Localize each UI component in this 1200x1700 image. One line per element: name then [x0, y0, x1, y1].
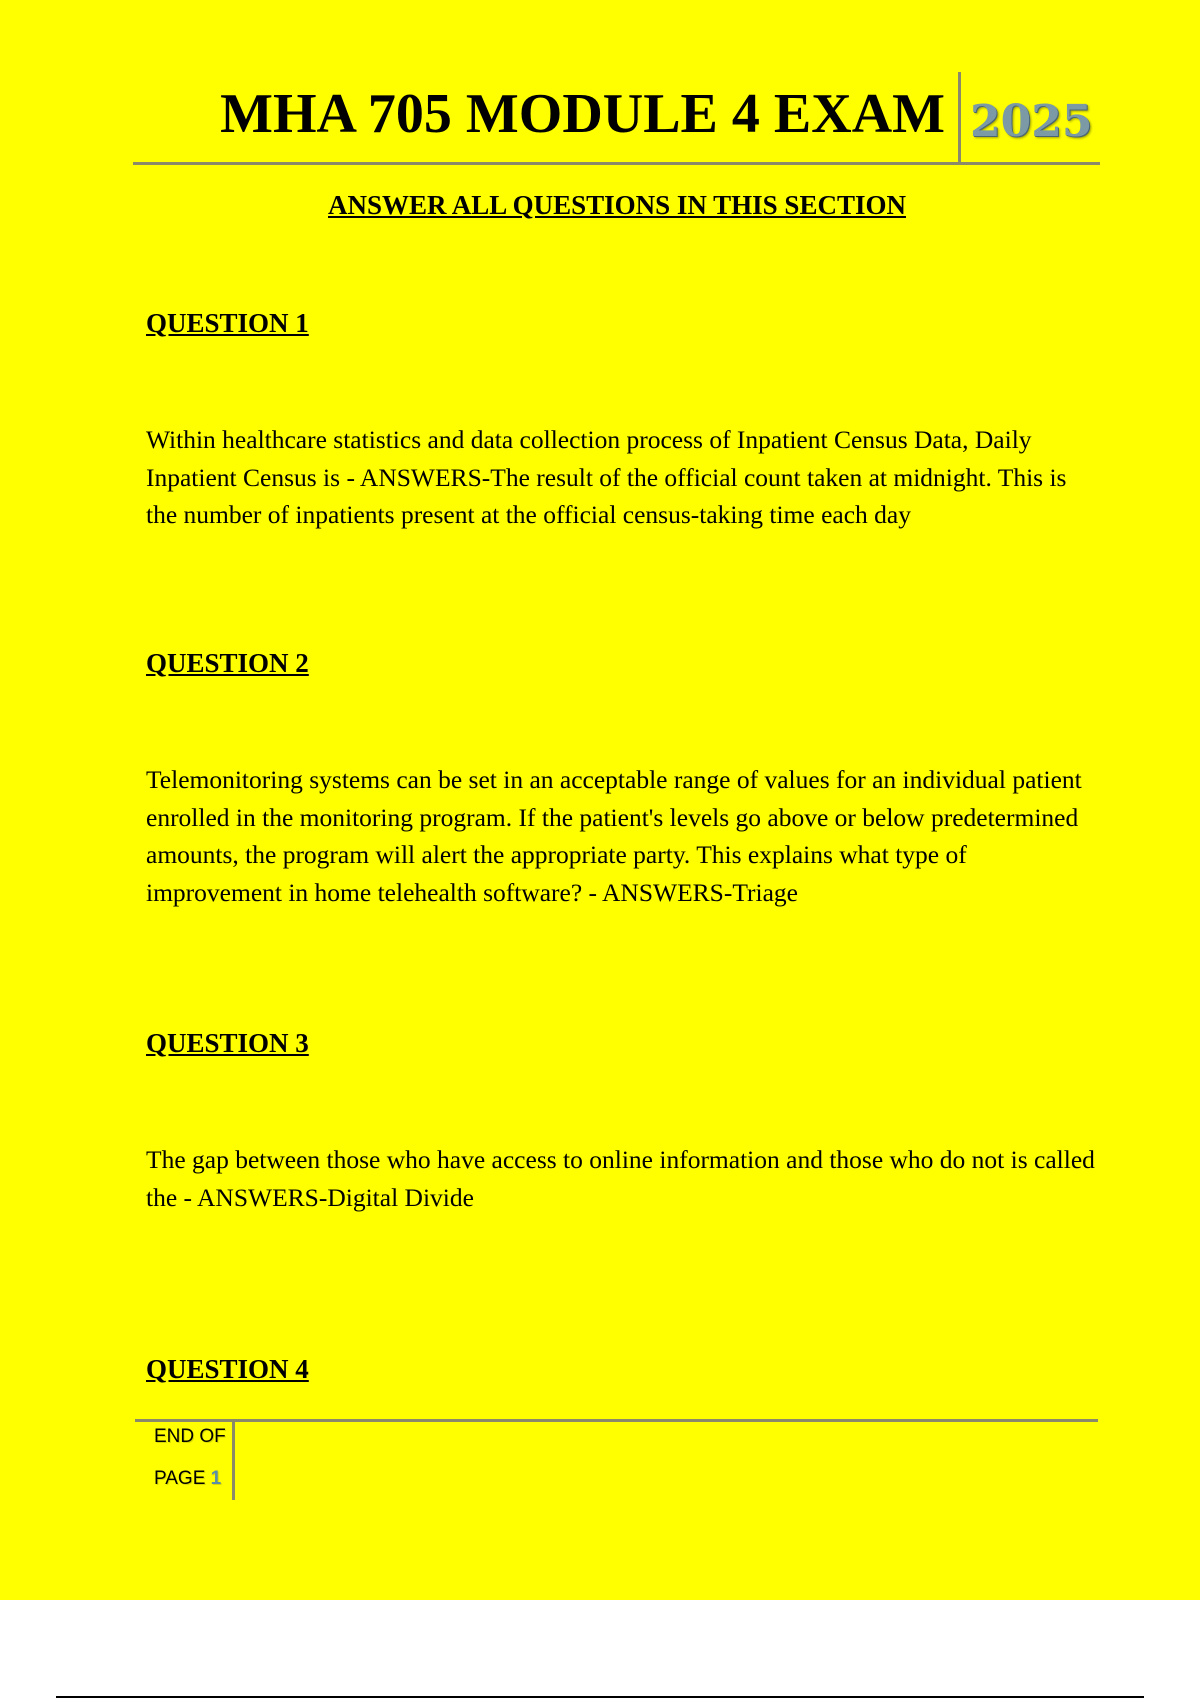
header-divider: [958, 72, 961, 162]
footer-page-label: PAGE: [154, 1468, 206, 1489]
question-4-label: QUESTION 4: [146, 1354, 309, 1384]
footer-end-of: END OF: [154, 1426, 226, 1447]
exam-year: 2025: [970, 96, 1093, 147]
header-rule: [133, 162, 1100, 165]
section-heading: ANSWER ALL QUESTIONS IN THIS SECTION: [328, 190, 906, 220]
footer-divider: [232, 1422, 235, 1500]
question-1-text: Within healthcare statistics and data collection process of Inpatient Census Data, Daily Inpatient Census is - ANSWERS-The result of the official count taken at midnight. This is the number of inpatients present at the official census-taking time each day: [146, 425, 1067, 529]
question-2-text: Telemonitoring systems can be set in an acceptable range of values for an individual patient enrolled in the monitoring program. If the patient's levels go above or below predetermined amounts, the program will alert the appropriate party. This explains what type of improvement in home telehealth software? - ANSWERS-Triage: [146, 765, 1082, 907]
question-3-label: QUESTION 3: [146, 1028, 309, 1058]
exam-title: MHA 705 MODULE 4 EXAM: [220, 83, 945, 145]
footer-page-number: 1: [210, 1468, 222, 1489]
question-1-label: QUESTION 1: [146, 308, 309, 338]
bottom-rule: [56, 1696, 1144, 1698]
question-3-text: The gap between those who have access to online information and those who do not is called the - ANSWERS-Digital Divide: [146, 1145, 1095, 1212]
footer-rule: [135, 1419, 1098, 1422]
question-2-label: QUESTION 2: [146, 648, 309, 678]
footer-page: [154, 1468, 221, 1490]
